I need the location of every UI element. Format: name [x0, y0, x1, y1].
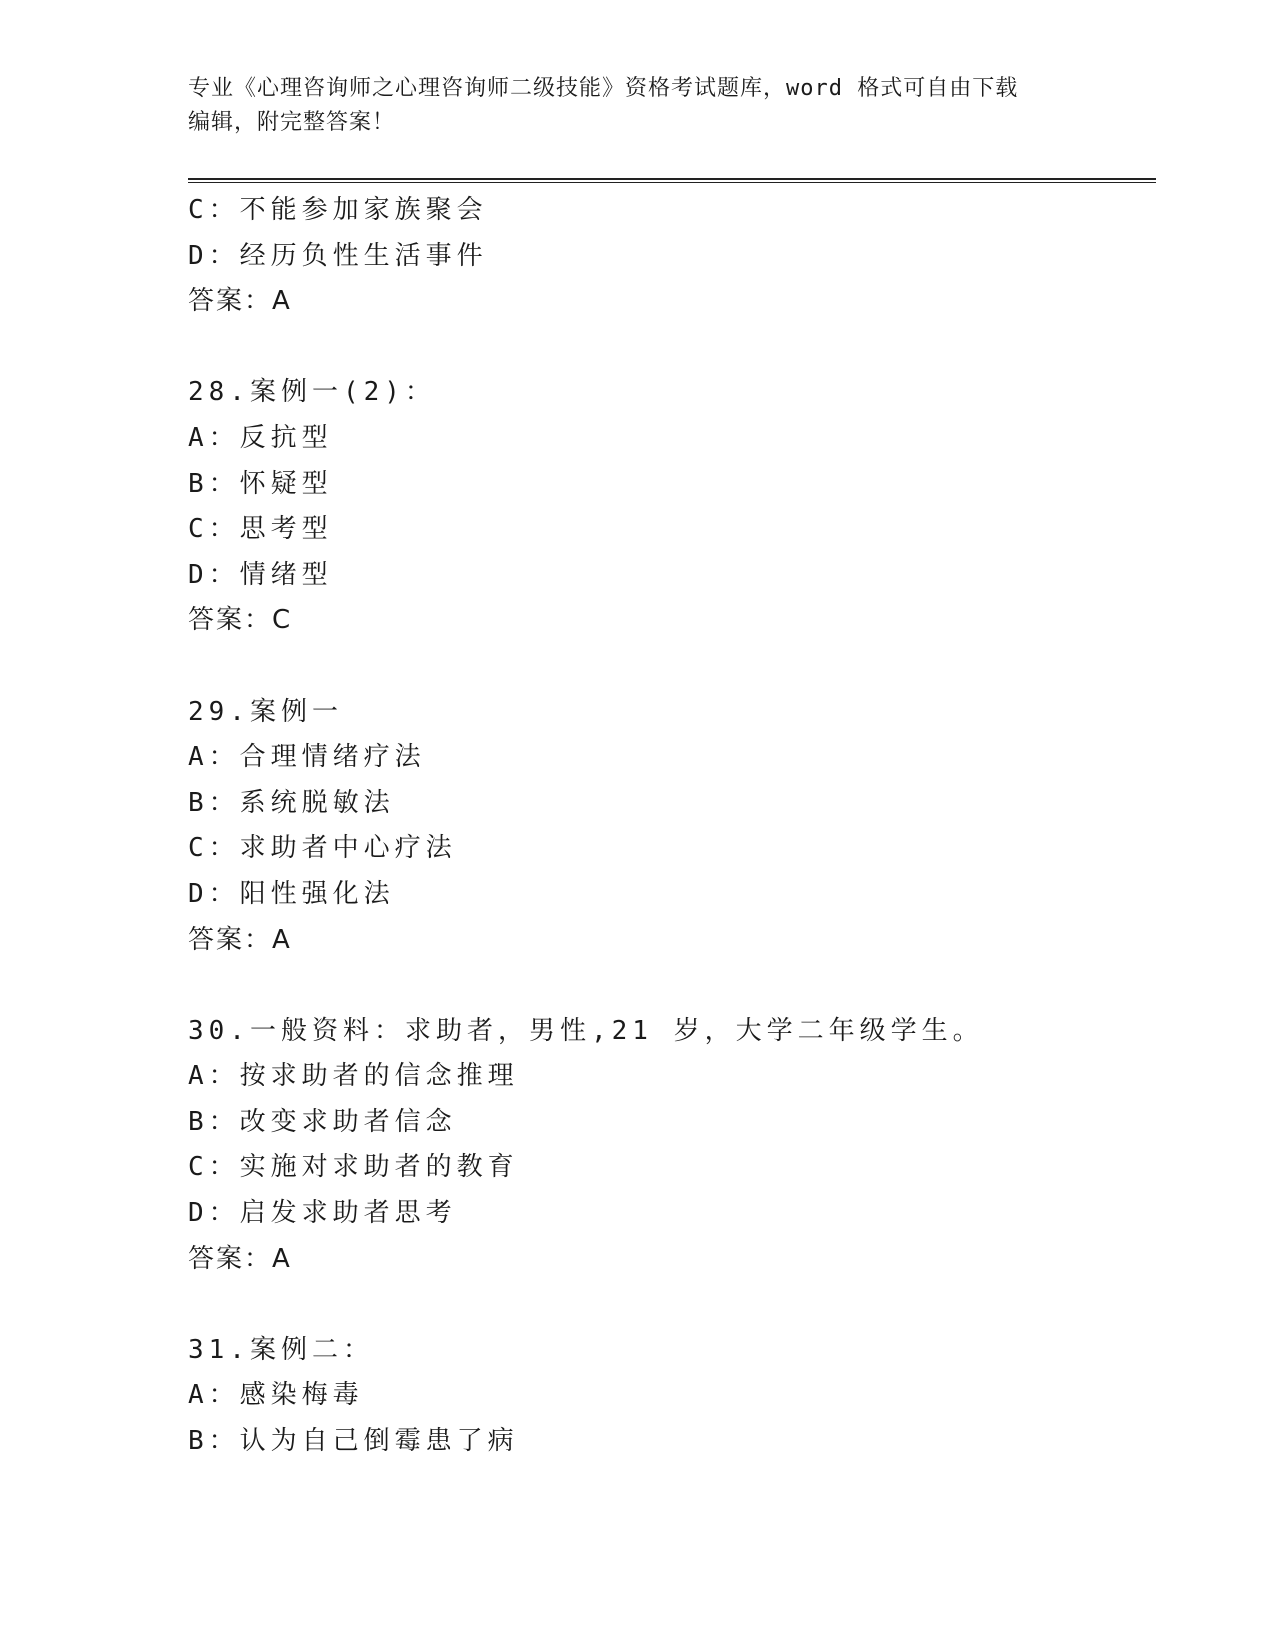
document-header [188, 72, 1088, 140]
question-31 [188, 1328, 1156, 1465]
option-b: B：改变求助者信念 [188, 1106, 457, 1137]
option-a: A：按求助者的信念推理 [188, 1061, 519, 1092]
question-list [188, 188, 1156, 1465]
option-b: B：系统脱敏法 [188, 787, 395, 818]
spacer [188, 644, 1156, 690]
question-stem: 29.案例一 [188, 696, 343, 727]
spacer [188, 1282, 1156, 1328]
option-a: A：合理情绪疗法 [188, 742, 426, 773]
question-29 [188, 690, 1156, 964]
spacer [188, 325, 1156, 371]
answer-line: 答案：C [188, 605, 293, 636]
option-c: C：求助者中心疗法 [188, 833, 457, 864]
question-30 [188, 1009, 1156, 1283]
question-stem: 28.案例一(2)： [188, 377, 436, 408]
option-c: C：不能参加家族聚会 [188, 195, 488, 225]
option-b: B：认为自己倒霉患了病 [188, 1426, 519, 1457]
header-line-2: 编辑，附完整答案！ [188, 110, 396, 135]
question-stem: 30.一般资料：求助者，男性,21 岁，大学二年级学生。 [188, 1015, 984, 1046]
header-line-1: 专业《心理咨询师之心理咨询师二级技能》资格考试题库，word 格式可自由下载 [188, 76, 1019, 101]
question-stem: 31.案例二： [188, 1334, 374, 1365]
option-d: D：经历负性生活事件 [188, 240, 488, 271]
question-carryover [188, 188, 1156, 325]
spacer [188, 963, 1156, 1009]
option-a: A：反抗型 [188, 422, 333, 453]
option-d: D：启发求助者思考 [188, 1198, 457, 1229]
answer-line: 答案：A [188, 286, 292, 317]
header-divider [188, 178, 1156, 183]
option-c: C：思考型 [188, 514, 333, 545]
option-c: C：实施对求助者的教育 [188, 1152, 519, 1183]
option-b: B：怀疑型 [188, 468, 333, 499]
option-d: D：情绪型 [188, 559, 333, 590]
answer-line: 答案：A [188, 924, 292, 955]
option-a: A：感染梅毒 [188, 1380, 364, 1411]
answer-line: 答案：A [188, 1243, 292, 1274]
option-d: D：阳性强化法 [188, 878, 395, 909]
question-28 [188, 370, 1156, 644]
